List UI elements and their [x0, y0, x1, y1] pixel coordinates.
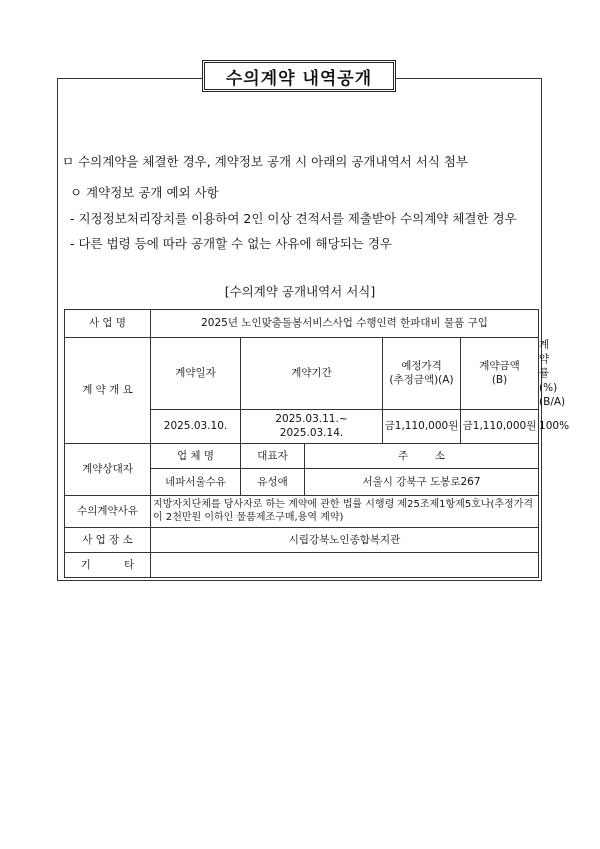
table-row: 2025.03.10. 2025.03.11.~ 2025.03.14. 금1,110,000원 금1,110,000원 100% [65, 409, 539, 443]
business-name-label: 사 업 명 [65, 310, 151, 338]
ceo-header: 대표자 [241, 443, 305, 468]
table-row [65, 527, 539, 552]
ceo-value: 유성애 [241, 468, 305, 495]
table-row [65, 495, 539, 527]
address-value: 서울시 강북구 도봉로267 [305, 468, 539, 495]
exception-item-1: - 지정정보처리장치를 이용하여 2인 이상 견적서를 제출받아 수의계약 체결한 경우 [70, 211, 517, 226]
location-value: 시립강북노인종합복지관 [151, 527, 539, 552]
estimated-price-value: 금1,110,000원 [383, 409, 461, 443]
contract-overview-label: 계 약 개 요 [65, 338, 151, 444]
contract-amount-value: 금1,110,000원 [461, 409, 539, 443]
contract-period-end: 2025.03.14. [279, 427, 344, 440]
counterparty-label: 계약상대자 [65, 443, 151, 495]
table-row: 계 약 개 요 계약일자 계약기간 예정가격 (추정금액)(A) 계약금액 (B) 계약률(%) (B/A) [65, 338, 539, 410]
location-label: 사 업 장 소 [65, 527, 151, 552]
company-header: 업 체 명 [151, 443, 241, 468]
intro-main-text: 수의계약을 체결한 경우, 계약정보 공개 시 아래의 공개내역서 서식 첨부 [78, 154, 468, 169]
contract-amount-header: 계약금액 (B) [461, 338, 539, 410]
disclosure-table [64, 309, 570, 578]
table-row [65, 443, 539, 468]
etc-label: 기 타 [65, 552, 151, 577]
etc-value [151, 552, 539, 577]
contract-period-header: 계약기간 [241, 338, 383, 410]
reason-label: 수의계약사유 [65, 495, 151, 527]
contract-period-start: 2025.03.11.~ [275, 413, 348, 426]
table-row [65, 310, 539, 338]
contract-period-value [241, 409, 383, 443]
contract-date-value: 2025.03.10. [151, 409, 241, 443]
exception-heading: ㅇ 계약정보 공개 예외 사항 [70, 185, 219, 200]
address-header: 주 소 [305, 443, 539, 468]
contract-date-header: 계약일자 [151, 338, 241, 410]
estimated-price-header: 예정가격 (추정금액)(A) [383, 338, 461, 410]
reason-value: 지방자치단체를 당사자로 하는 계약에 관한 법률 시행령 제25조제1항제5호나(추정가격이 2천만원 이하인 물품제조구매,용역 계약) [151, 495, 539, 527]
exception-item-2: - 다른 법령 등에 따라 공개할 수 없는 사유에 해당되는 경우 [70, 236, 392, 251]
business-name-value: 2025년 노인맞춤돌봄서비스사업 수행인력 한파대비 물품 구입 [151, 310, 539, 338]
square-bullet-icon: ㅁ [62, 154, 75, 169]
page-title: 수의계약 내역공개 [202, 60, 396, 92]
company-value: 네파서울수유 [151, 468, 241, 495]
intro-main [62, 152, 468, 170]
form-title: [수의계약 공개내역서 서식] [224, 284, 376, 299]
table-row [65, 552, 539, 577]
